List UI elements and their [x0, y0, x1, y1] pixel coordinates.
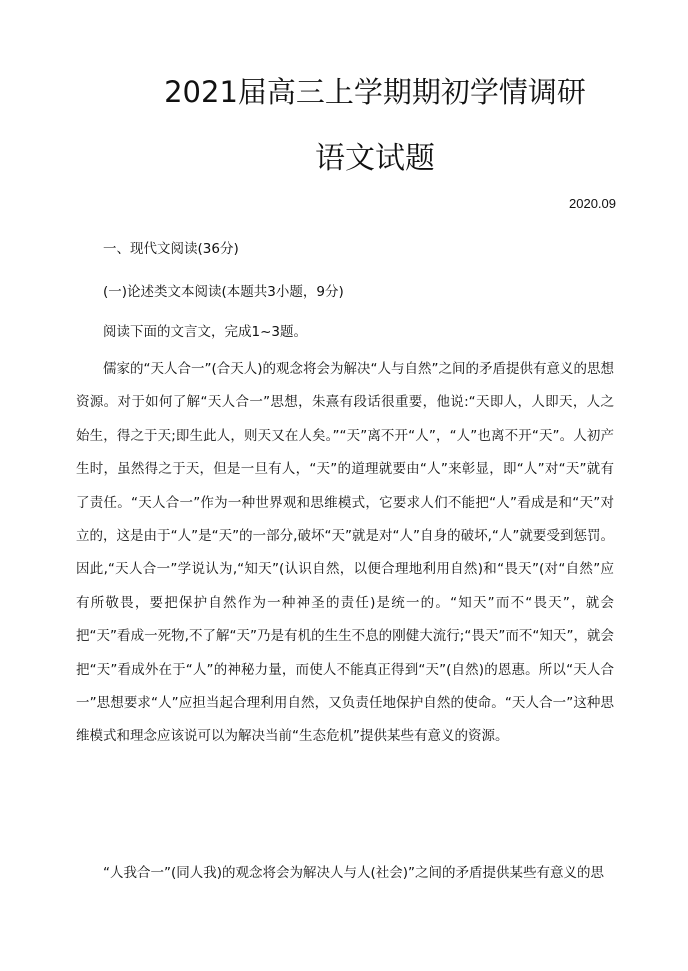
exam-subtitle: 语文试题 [315, 141, 435, 176]
exam-date: 2020.09 [569, 196, 616, 211]
subsection-heading: (一)论述类文本阅读(本题共3小题，9分) [103, 284, 344, 300]
section-heading: 一、现代文阅读(36分) [103, 241, 239, 257]
body-paragraph-2: “人我合一”(同人我)的观念将会为解决人与人(社会)”之间的矛盾提供某些有意义的思 [103, 865, 605, 881]
exam-title: 2021届高三上学期期初学情调研 [164, 75, 586, 109]
reading-instruction: 阅读下面的文言文，完成1~3题。 [103, 324, 307, 340]
body-paragraph-1: 儒家的“天人合一”(合天人)的观念将会为解决“人与自然”之间的矛盾提供有意义的思想资源。对于如何了解“天人合一”思想，朱熹有段话很重要，他说:“天即人，人即天，人之始生，得之于天;即生此人，则天又在人矣。”“天”离不开“人”，“人”也离不开“天”。人初产生时，虽然得之于天，但是一旦有人，“天”的道理就要由“人”来彰显，即“人”对“天”就有了责任。“天人合一”作为一种世界观和思维模式，它要求人们不能把“人”看成是和“天”对立的，这是由于“人”是“天”的一部分,破坏“天”就是对“人”自身的破坏,“人”就要受到惩罚。因此,“天人合一”学说认为,“知天”(认识自然，以便合理地利用自然)和“畏天”(对“自然”应有所敬畏，要把保护自然作为一种神圣的责任)是统一的。“知天”而不“畏天”，就会把“天”看成一死物,不了解“天”乃是有机的生生不息的刚健大流行;“畏天”而不“知天”，就会把“天”看成外在于“人”的神秘力量，而使人不能真正得到“天”(自然)的恩惠。所以“天人合一”思想要求“人”应担当起合理利用自然，又负责任地保护自然的使命。“天人合一”这种思维模式和理念应该说可以为解决当前“生态危机”提供某些有意义的资源。 [76, 361, 615, 745]
